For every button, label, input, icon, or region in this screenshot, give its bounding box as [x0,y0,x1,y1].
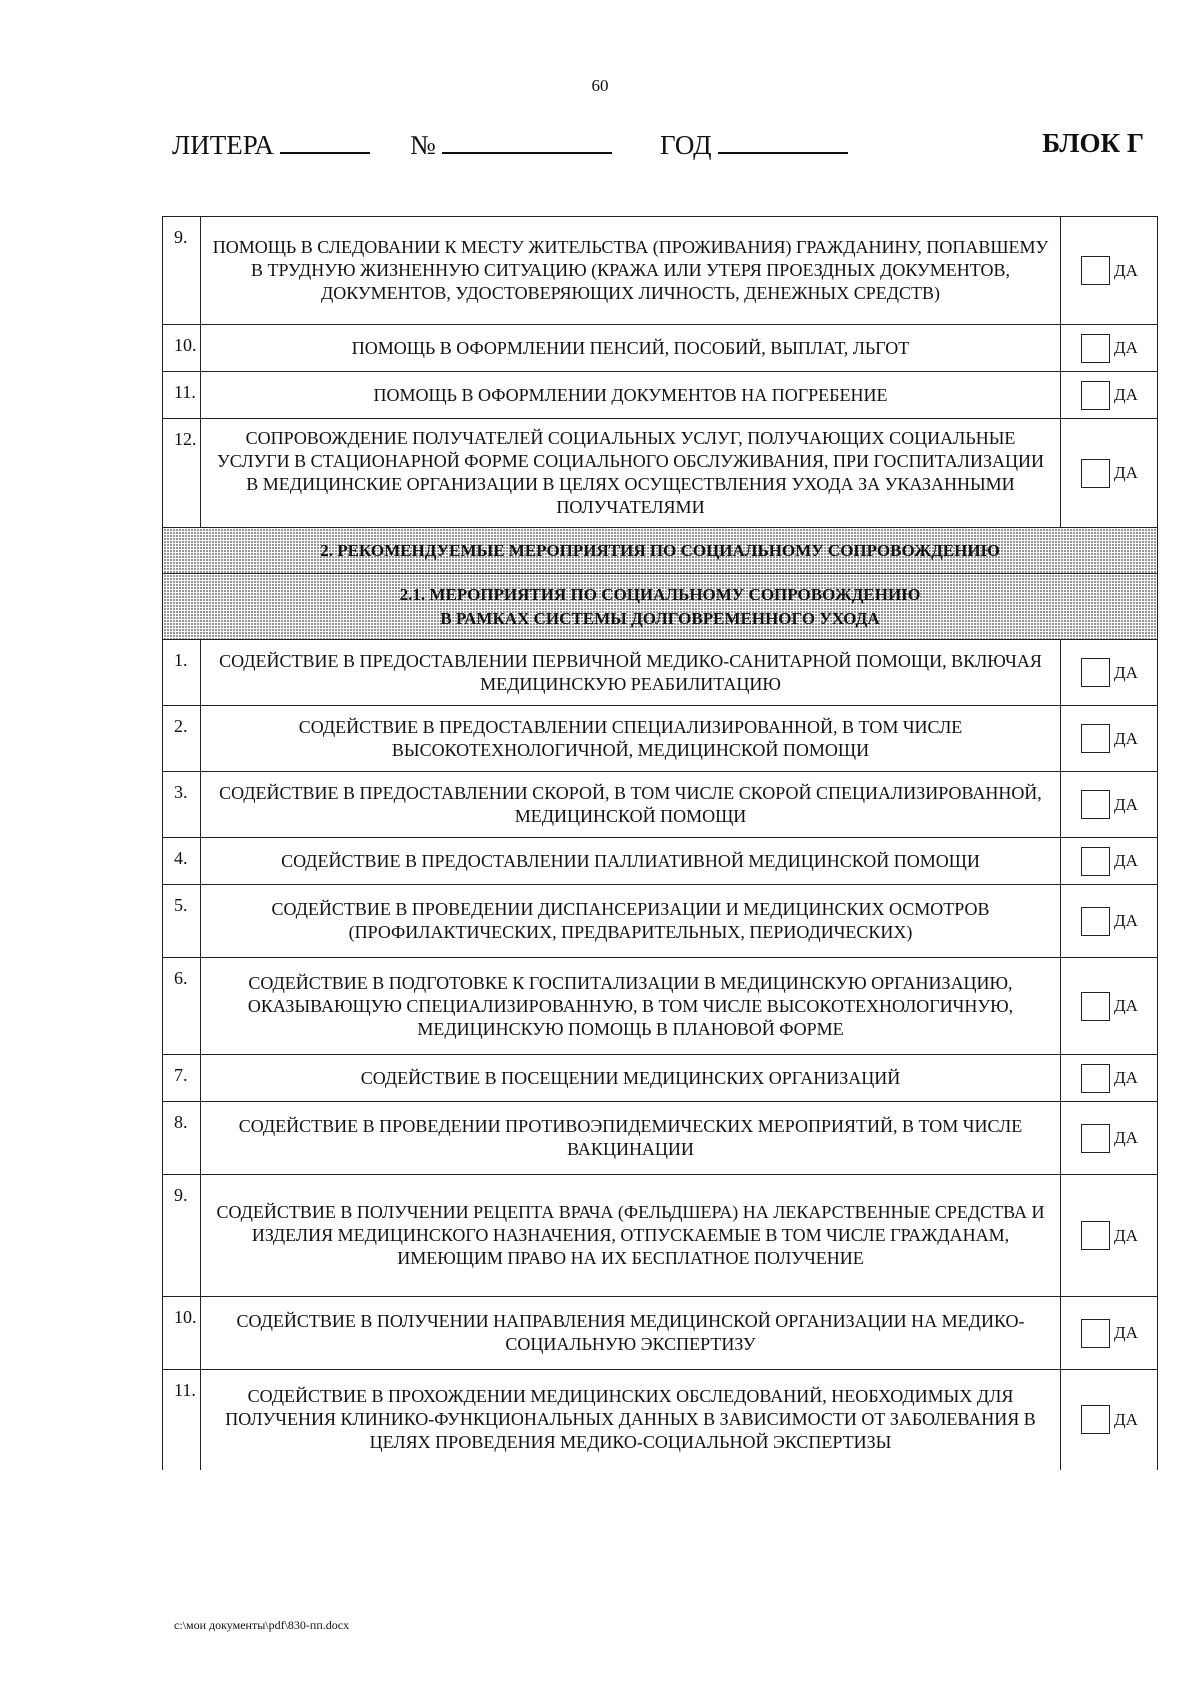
table-row [163,885,1158,958]
yes-option[interactable] [1061,1064,1157,1093]
yes-checkbox[interactable] [1081,381,1110,410]
section-2-1-header [163,574,1158,640]
yes-label: ДА [1114,338,1138,357]
yes-checkbox[interactable] [1081,1124,1110,1153]
table-row [163,217,1158,325]
yes-checkbox[interactable] [1081,459,1110,488]
row-number: 3. [163,772,201,838]
year-field[interactable] [660,128,848,161]
yes-option[interactable] [1061,1319,1157,1348]
row-option-cell [1061,1102,1158,1175]
yes-checkbox[interactable] [1081,1405,1110,1434]
row-option-cell [1061,640,1158,706]
row-description: СОДЕЙСТВИЕ В ПРОВЕДЕНИИ ПРОТИВОЭПИДЕМИЧЕСКИХ МЕРОПРИЯТИЙ, В ТОМ ЧИСЛЕ ВАКЦИНАЦИИ [201,1102,1061,1175]
yes-label: ДА [1114,851,1138,870]
yes-checkbox[interactable] [1081,658,1110,687]
section-2-1-title-line1: 2.1. МЕРОПРИЯТИЯ ПО СОЦИАЛЬНОМУ СОПРОВОЖДЕНИЮ [399,584,921,604]
row-number: 7. [163,1055,201,1102]
table-row [163,958,1158,1055]
row-number: 11. [163,372,201,419]
yes-label: ДА [1114,1323,1138,1342]
row-option-cell [1061,958,1158,1055]
row-option-cell [1061,1370,1158,1470]
yes-checkbox[interactable] [1081,1221,1110,1250]
table-row [163,640,1158,706]
number-blank[interactable] [442,128,612,154]
yes-label: ДА [1114,1068,1138,1087]
row-number: 10. [163,1297,201,1370]
row-option-cell [1061,1055,1158,1102]
row-number: 6. [163,958,201,1055]
row-description: СОДЕЙСТВИЕ В ПОДГОТОВКЕ К ГОСПИТАЛИЗАЦИИ В МЕДИЦИНСКУЮ ОРГАНИЗАЦИЮ, ОКАЗЫВАЮЩУЮ СПЕЦИАЛИЗИРОВАННУЮ, В ТОМ ЧИСЛЕ ВЫСОКОТЕХНОЛОГИЧНУЮ, МЕДИЦИНСКУЮ ПОМОЩЬ В ПЛАНОВОЙ ФОРМЕ [201,958,1061,1055]
form-header [172,128,1144,164]
yes-label: ДА [1114,662,1138,682]
table-row [163,1102,1158,1175]
table-row [163,1370,1158,1470]
table-row [163,706,1158,772]
row-number: 5. [163,885,201,958]
row-description: СОДЕЙСТВИЕ В ПРОХОЖДЕНИИ МЕДИЦИНСКИХ ОБСЛЕДОВАНИЙ, НЕОБХОДИМЫХ ДЛЯ ПОЛУЧЕНИЯ КЛИНИКО-ФУНКЦИОНАЛЬНЫХ ДАННЫХ В ЗАВИСИМОСТИ ОТ ЗАБОЛЕВАНИЯ В ЦЕЛЯХ ПРОВЕДЕНИЯ МЕДИКО-СОЦИАЛЬНОЙ ЭКСПЕРТИЗЫ [201,1370,1061,1470]
yes-label: ДА [1114,260,1138,280]
yes-checkbox[interactable] [1081,992,1110,1021]
yes-option[interactable] [1061,658,1157,687]
row-number: 8. [163,1102,201,1175]
table-row [163,325,1158,372]
yes-option[interactable] [1061,847,1157,876]
yes-checkbox[interactable] [1081,334,1110,363]
row-number: 10. [163,325,201,372]
yes-label: ДА [1114,1409,1138,1429]
yes-option[interactable] [1061,992,1157,1021]
row-description: СОДЕЙСТВИЕ В ПРЕДОСТАВЛЕНИИ ПЕРВИЧНОЙ МЕДИКО-САНИТАРНОЙ ПОМОЩИ, ВКЛЮЧАЯ МЕДИЦИНСКУЮ РЕАБИЛИТАЦИЮ [201,640,1061,706]
row-number: 2. [163,706,201,772]
row-number: 4. [163,838,201,885]
row-description: СОДЕЙСТВИЕ В ПРЕДОСТАВЛЕНИИ СПЕЦИАЛИЗИРОВАННОЙ, В ТОМ ЧИСЛЕ ВЫСОКОТЕХНОЛОГИЧНОЙ, МЕДИЦИНСКОЙ ПОМОЩИ [201,706,1061,772]
yes-label: ДА [1114,1128,1138,1147]
row-number: 9. [163,1175,201,1297]
table-row [163,419,1158,528]
table-row [163,772,1158,838]
table-row [163,1175,1158,1297]
row-description: СОДЕЙСТВИЕ В ПРЕДОСТАВЛЕНИИ ПАЛЛИАТИВНОЙ МЕДИЦИНСКОЙ ПОМОЩИ [201,838,1061,885]
table-row [163,1055,1158,1102]
row-option-cell [1061,1175,1158,1297]
year-label: ГОД [660,130,712,160]
yes-label: ДА [1114,463,1138,482]
page-number: 60 [591,76,609,95]
yes-option[interactable] [1061,790,1157,819]
yes-label: ДА [1114,385,1138,404]
row-description: ПОМОЩЬ В ОФОРМЛЕНИИ ПЕНСИЙ, ПОСОБИЙ, ВЫПЛАТ, ЛЬГОТ [201,325,1061,372]
section-2-1-title-line2: В РАМКАХ СИСТЕМЫ ДОЛГОВРЕМЕННОГО УХОДА [440,608,880,628]
row-description: СОПРОВОЖДЕНИЕ ПОЛУЧАТЕЛЕЙ СОЦИАЛЬНЫХ УСЛУГ, ПОЛУЧАЮЩИХ СОЦИАЛЬНЫЕ УСЛУГИ В СТАЦИОНАРНОЙ ФОРМЕ СОЦИАЛЬНОГО ОБСЛУЖИВАНИЯ, ПРИ ГОСПИТАЛИЗАЦИИ В МЕДИЦИНСКИЕ ОРГАНИЗАЦИИ В ЦЕЛЯХ ОСУЩЕСТВЛЕНИЯ УХОДА ЗА УКАЗАННЫМИ ПОЛУЧАТЕЛЯМИ [201,419,1061,528]
litera-field[interactable] [172,128,370,161]
yes-checkbox[interactable] [1081,847,1110,876]
yes-label: ДА [1114,794,1138,814]
yes-label: ДА [1114,1225,1138,1245]
row-option-cell [1061,772,1158,838]
row-option-cell [1061,325,1158,372]
yes-option[interactable] [1061,1221,1157,1250]
yes-checkbox[interactable] [1081,907,1110,936]
yes-option[interactable] [1061,1124,1157,1153]
row-option-cell [1061,1297,1158,1370]
row-option-cell [1061,838,1158,885]
row-number: 12. [163,419,201,528]
yes-option[interactable] [1061,256,1157,285]
litera-label: ЛИТЕРА [172,130,274,160]
table-row [163,372,1158,419]
row-option-cell [1061,885,1158,958]
section-2-title: 2. РЕКОМЕНДУЕМЫЕ МЕРОПРИЯТИЯ ПО СОЦИАЛЬНОМУ СОПРОВОЖДЕНИЮ [163,528,1158,574]
yes-option[interactable] [1061,1405,1157,1434]
yes-option[interactable] [1061,907,1157,936]
section-2-1-title [163,574,1158,640]
file-path-footer: c:\мои документы\pdf\830-пп.docx [174,1618,350,1632]
yes-label: ДА [1114,911,1138,930]
yes-option[interactable] [1061,459,1157,488]
row-description: СОДЕЙСТВИЕ В ПОЛУЧЕНИИ НАПРАВЛЕНИЯ МЕДИЦИНСКОЙ ОРГАНИЗАЦИИ НА МЕДИКО-СОЦИАЛЬНУЮ ЭКСПЕРТИЗУ [201,1297,1061,1370]
yes-label: ДА [1114,996,1138,1015]
yes-option[interactable] [1061,724,1157,753]
yes-label: ДА [1114,728,1138,748]
yes-checkbox[interactable] [1081,256,1110,285]
table-row [163,838,1158,885]
section-2-header [163,528,1158,574]
row-number: 1. [163,640,201,706]
table-row [163,1297,1158,1370]
row-number: 9. [163,217,201,325]
year-blank[interactable] [718,128,848,154]
yes-checkbox[interactable] [1081,1064,1110,1093]
yes-checkbox[interactable] [1081,1319,1110,1348]
row-description: СОДЕЙСТВИЕ В ПОЛУЧЕНИИ РЕЦЕПТА ВРАЧА (ФЕЛЬДШЕРА) НА ЛЕКАРСТВЕННЫЕ СРЕДСТВА И ИЗДЕЛИЯ МЕДИЦИНСКОГО НАЗНАЧЕНИЯ, ОТПУСКАЕМЫЕ В ТОМ ЧИСЛЕ ГРАЖДАНАМ, ИМЕЮЩИМ ПРАВО НА ИХ БЕСПЛАТНОЕ ПОЛУЧЕНИЕ [201,1175,1061,1297]
row-description: ПОМОЩЬ В ОФОРМЛЕНИИ ДОКУМЕНТОВ НА ПОГРЕБЕНИЕ [201,372,1061,419]
yes-option[interactable] [1061,334,1157,363]
row-option-cell [1061,217,1158,325]
row-option-cell [1061,419,1158,528]
services-table [162,216,1158,1470]
row-description: СОДЕЙСТВИЕ В ПОСЕЩЕНИИ МЕДИЦИНСКИХ ОРГАНИЗАЦИЙ [201,1055,1061,1102]
yes-checkbox[interactable] [1081,724,1110,753]
block-label: БЛОК Г [1042,128,1144,158]
number-field[interactable] [410,128,612,161]
row-description: СОДЕЙСТВИЕ В ПРОВЕДЕНИИ ДИСПАНСЕРИЗАЦИИ И МЕДИЦИНСКИХ ОСМОТРОВ (ПРОФИЛАКТИЧЕСКИХ, ПРЕДВАРИТЕЛЬНЫХ, ПЕРИОДИЧЕСКИХ) [201,885,1061,958]
number-label: № [410,130,436,160]
row-option-cell [1061,706,1158,772]
row-option-cell [1061,372,1158,419]
row-number: 11. [163,1370,201,1470]
yes-checkbox[interactable] [1081,790,1110,819]
row-description: ПОМОЩЬ В СЛЕДОВАНИИ К МЕСТУ ЖИТЕЛЬСТВА (ПРОЖИВАНИЯ) ГРАЖДАНИНУ, ПОПАВШЕМУ В ТРУДНУЮ ЖИЗНЕННУЮ СИТУАЦИЮ (КРАЖА ИЛИ УТЕРЯ ПРОЕЗДНЫХ ДОКУМЕНТОВ, ДОКУМЕНТОВ, УДОСТОВЕРЯЮЩИХ ЛИЧНОСТЬ, ДЕНЕЖНЫХ СРЕДСТВ) [201,217,1061,325]
yes-option[interactable] [1061,381,1157,410]
row-description: СОДЕЙСТВИЕ В ПРЕДОСТАВЛЕНИИ СКОРОЙ, В ТОМ ЧИСЛЕ СКОРОЙ СПЕЦИАЛИЗИРОВАННОЙ, МЕДИЦИНСКОЙ ПОМОЩИ [201,772,1061,838]
litera-blank[interactable] [280,128,370,154]
